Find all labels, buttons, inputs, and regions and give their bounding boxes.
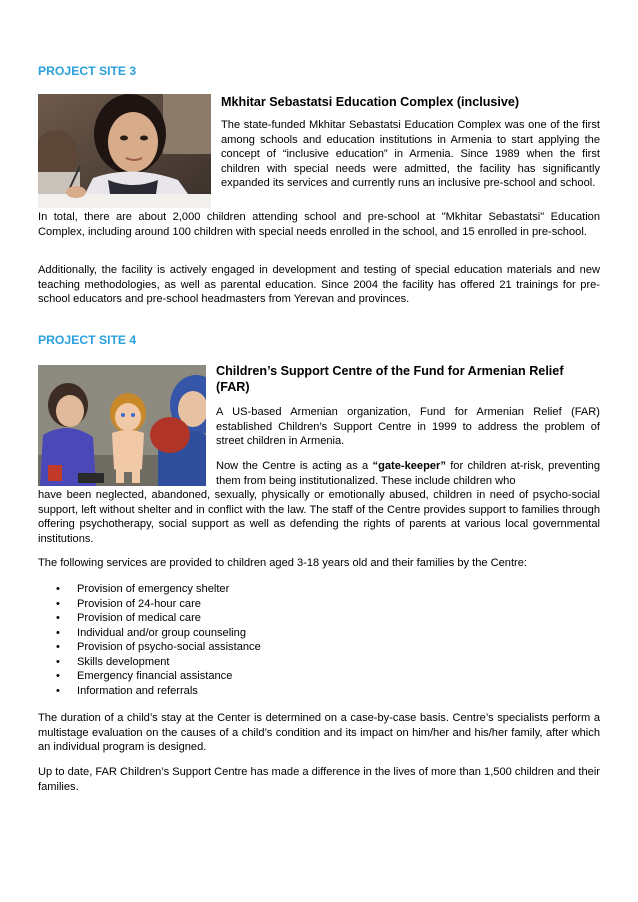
project-site-4-heading: PROJECT SITE 4 [38,333,137,347]
gatekeeper-text-before: Now the Centre is acting as a [216,460,373,472]
school-girl-photo [38,94,211,208]
site-3-title: Mkhitar Sebastatsi Education Complex (inclusive) [221,95,520,109]
closing-paragraph: Up to date, FAR Children’s Support Centre has made a difference in the lives of more than 1,500 children and their families. [38,766,600,793]
gatekeeper-paragraph [216,459,600,488]
site-4-intro: A US-based Armenian organization, Fund for Armenian Relief (FAR) established Children’s Support Centre in 1999 to address the problem of street children in Armenia. [216,406,600,447]
site-3-paragraph-2: Additionally, the facility is actively engaged in development and testing of special education materials and new teaching methodologies, as well as parental education. Since 2004 the facility has offered 21 trainings for pre-school educators and pre-school headmasters from Yerevan and provinces. [38,264,600,305]
gatekeeper-continuation: have been neglected, abandoned, sexually, physically or emotionally abused, children in need of psycho-social support, left without shelter and in conflict with the law. The staff of the Centre provides support to families through offering psychotherapy, social support as well as defending the rights of parents at various local governmental institutions. [38,489,600,545]
services-list [38,582,261,698]
list-item: • Individual and/or group counseling [38,626,261,641]
list-item: • Information and referrals [38,684,261,699]
list-item: • Provision of emergency shelter [38,582,261,597]
site-3-intro: The state-funded Mkhitar Sebastatsi Education Complex was one of the first among schools and education institutions in Armenia to start applying the concept of “inclusive education” in Armenia. Since 1989 when the first children with special needs were admitted, the facility has significantly expanded its services and currently runs an inclusive pre-school and school. [221,119,600,189]
list-item: • Provision of psycho-social assistance [38,640,261,655]
list-item: • Emergency financial assistance [38,669,261,684]
list-item: • Provision of medical care [38,611,261,626]
duration-paragraph: The duration of a child’s stay at the Center is determined on a case-by-case basis. Centre’s specialists perform a multistage evaluation on the causes of a child’s condition and its impact on him/her and his/her family, after which an individual program is designed. [38,712,600,753]
list-item: • Provision of 24-hour care [38,597,261,612]
project-site-3-heading: PROJECT SITE 3 [38,64,137,78]
gatekeeper-term: “gate-keeper” [372,460,446,472]
gatekeeper-text-after: for children at-risk, preventing them from being institutionalized. These include children who [216,460,600,487]
services-intro: The following services are provided to children aged 3-18 years old and their families by the Centre: [38,557,528,569]
children-with-doll-photo [38,365,206,486]
site-3-paragraph-1: In total, there are about 2,000 children attending school and pre-school at "Mkhitar Sebastatsi" Education Complex, including around 100 children with special needs enrolled in the school, and 15 enrolled in pre-school. [38,211,600,238]
site-4-title: Children’s Support Centre of the Fund for Armenian Relief (FAR) [216,364,564,394]
list-item: • Skills development [38,655,261,670]
